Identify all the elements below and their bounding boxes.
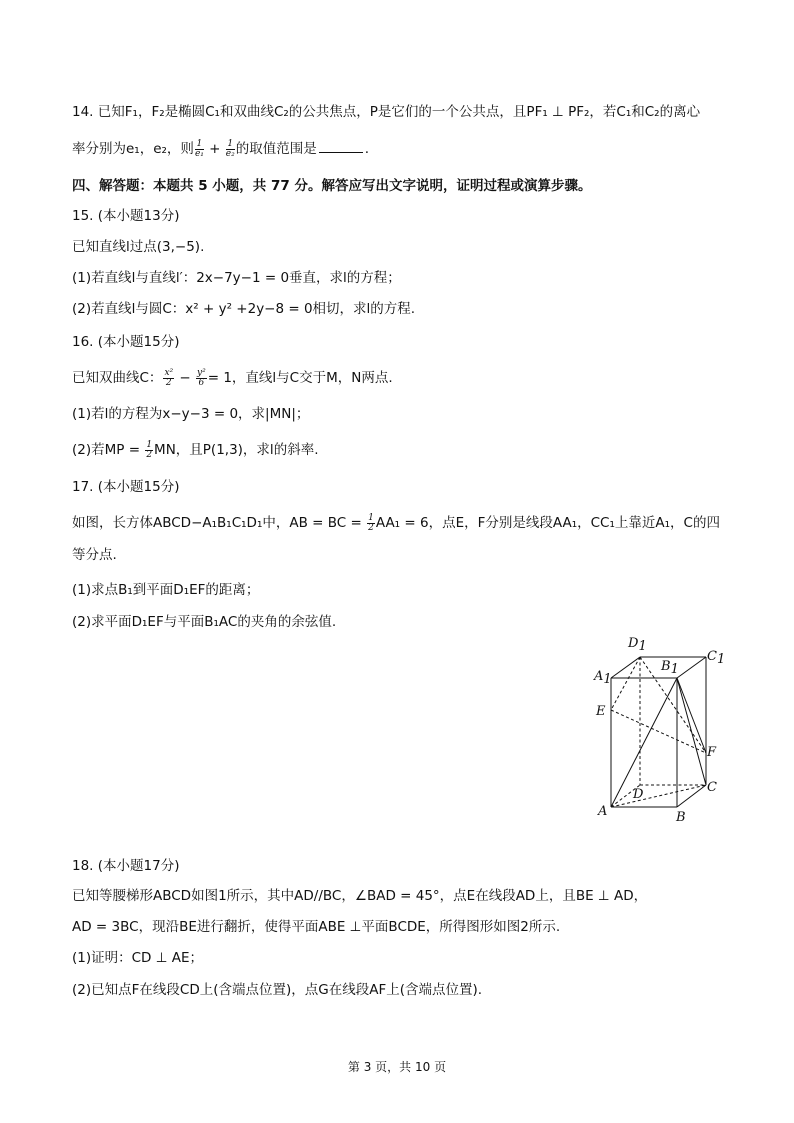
page-footer: 第 3 页，共 10 页 [347,1060,447,1074]
frac-num: x² [164,367,174,378]
q18-part-2: (2)已知点F在线段CD上(含端点位置)，点G在线段AF上(含端点位置). [72,982,483,998]
fraction-y2-over-6 [196,369,207,388]
q17-part-2: (2)求平面D₁EF与平面B₁AC的夹角的余弦值. [72,614,337,630]
q16-part-1: (1)若l的方程为x−y−3 = 0，求|MN|； [72,406,310,422]
hidden-segment-D1-E [611,657,640,710]
label-F: F [707,745,717,760]
frac-den: 6 [198,377,205,388]
q17-stem-post: AA₁ = 6，点E，F分别是线段AA₁，CC₁上靠近A₁，C的四 [375,515,720,531]
q18-part-1: (1)证明：CD ⊥ AE； [72,950,204,966]
frac-num: 1 [146,439,153,450]
q16-part-2-post: MN，且P(1,3)，求l的斜率. [154,442,319,458]
q15-heading: 15. (本小题13分) [72,208,180,224]
label-C1: C1 [707,649,726,667]
fraction-1-over-e2 [226,140,235,159]
plus-sign: + [204,141,225,157]
label-B: B [676,810,686,825]
label-A: A [598,804,608,819]
frac-num: 1 [227,138,234,149]
frac-den: e₂ [225,148,235,159]
minus-sign: − [175,370,196,386]
label-B1: B1 [661,659,679,677]
q18-heading: 18. (本小题17分) [72,858,180,874]
q14-text-pre: 率分别为e₁，e₂，则 [72,141,194,157]
label-E: E [596,704,606,719]
frac-den: 2 [368,522,374,533]
q15-stem: 已知直线l过点(3,−5). [72,239,205,255]
q16-part-2-pre: (2)若MP = [72,442,145,458]
fraction-one-half [367,514,375,533]
label-C: C [707,780,717,795]
q15-part-2: (2)若直线l与圆C：x² + y² +2y−8 = 0相切，求l的方程. [72,301,416,317]
edge-B1-C1 [677,657,706,678]
q16-heading: 16. (本小题15分) [72,334,180,350]
q17-stem-pre: 如图，长方体ABCD−A₁B₁C₁D₁中，AB = BC = [72,515,367,531]
fraction-x2-over-2 [163,369,174,388]
frac-num: 1 [196,138,203,149]
q15-part-1: (1)若直线l与直线l′：2x−7y−1 = 0垂直，求l的方程； [72,270,401,286]
cuboid-figure [590,630,730,826]
fraction-1-over-e1 [195,140,204,159]
q18-stem: 已知等腰梯形ABCD如图1所示，其中AD//BC，∠BAD = 45°，点E在线段AD上，且BE ⊥ AD， [72,888,648,904]
section-heading-4: 四、解答题：本题共 5 小题，共 77 分。解答应写出文字说明，证明过程或演算步骤。 [72,178,592,194]
q17-stem-continued: 等分点. [72,547,117,563]
q14-text-post: 的取值范围是 [235,141,317,157]
edge-D1-A1 [611,657,640,678]
label-D: D [633,787,644,802]
q17-part-1: (1)求点B₁到平面D₁EF的距离； [72,582,260,598]
q14-line-2 [72,138,369,159]
q14-text-end: . [364,141,370,157]
frac-num: y² [197,367,206,378]
fraction-one-half [145,441,153,460]
q17-stem [72,513,720,533]
q16-stem [72,368,393,388]
q16-part-2 [72,440,318,460]
frac-den: 2 [146,449,153,460]
answer-blank [319,138,363,153]
q18-stem-continued: AD = 3BC，现沿BE进行翻折，使得平面ABE ⊥平面BCDE，所得图形如图2所示. [72,919,561,935]
segment-A-B1 [611,678,677,807]
q16-stem-pre: 已知双曲线C： [72,370,163,386]
label-A1: A1 [594,669,612,687]
frac-num: 1 [368,512,374,523]
frac-den: e₁ [194,148,204,159]
q17-heading: 17. (本小题15分) [72,479,180,495]
frac-den: 2 [165,377,172,388]
label-D1: D1 [628,636,647,654]
q16-stem-post: = 1，直线l与C交于M，N两点. [207,370,393,386]
q14-line-1: 14. 已知F₁，F₂是椭圆C₁和双曲线C₂的公共焦点，P是它们的一个公共点，且PF₁ ⊥ PF₂，若C₁和C₂的离心 [72,104,701,120]
